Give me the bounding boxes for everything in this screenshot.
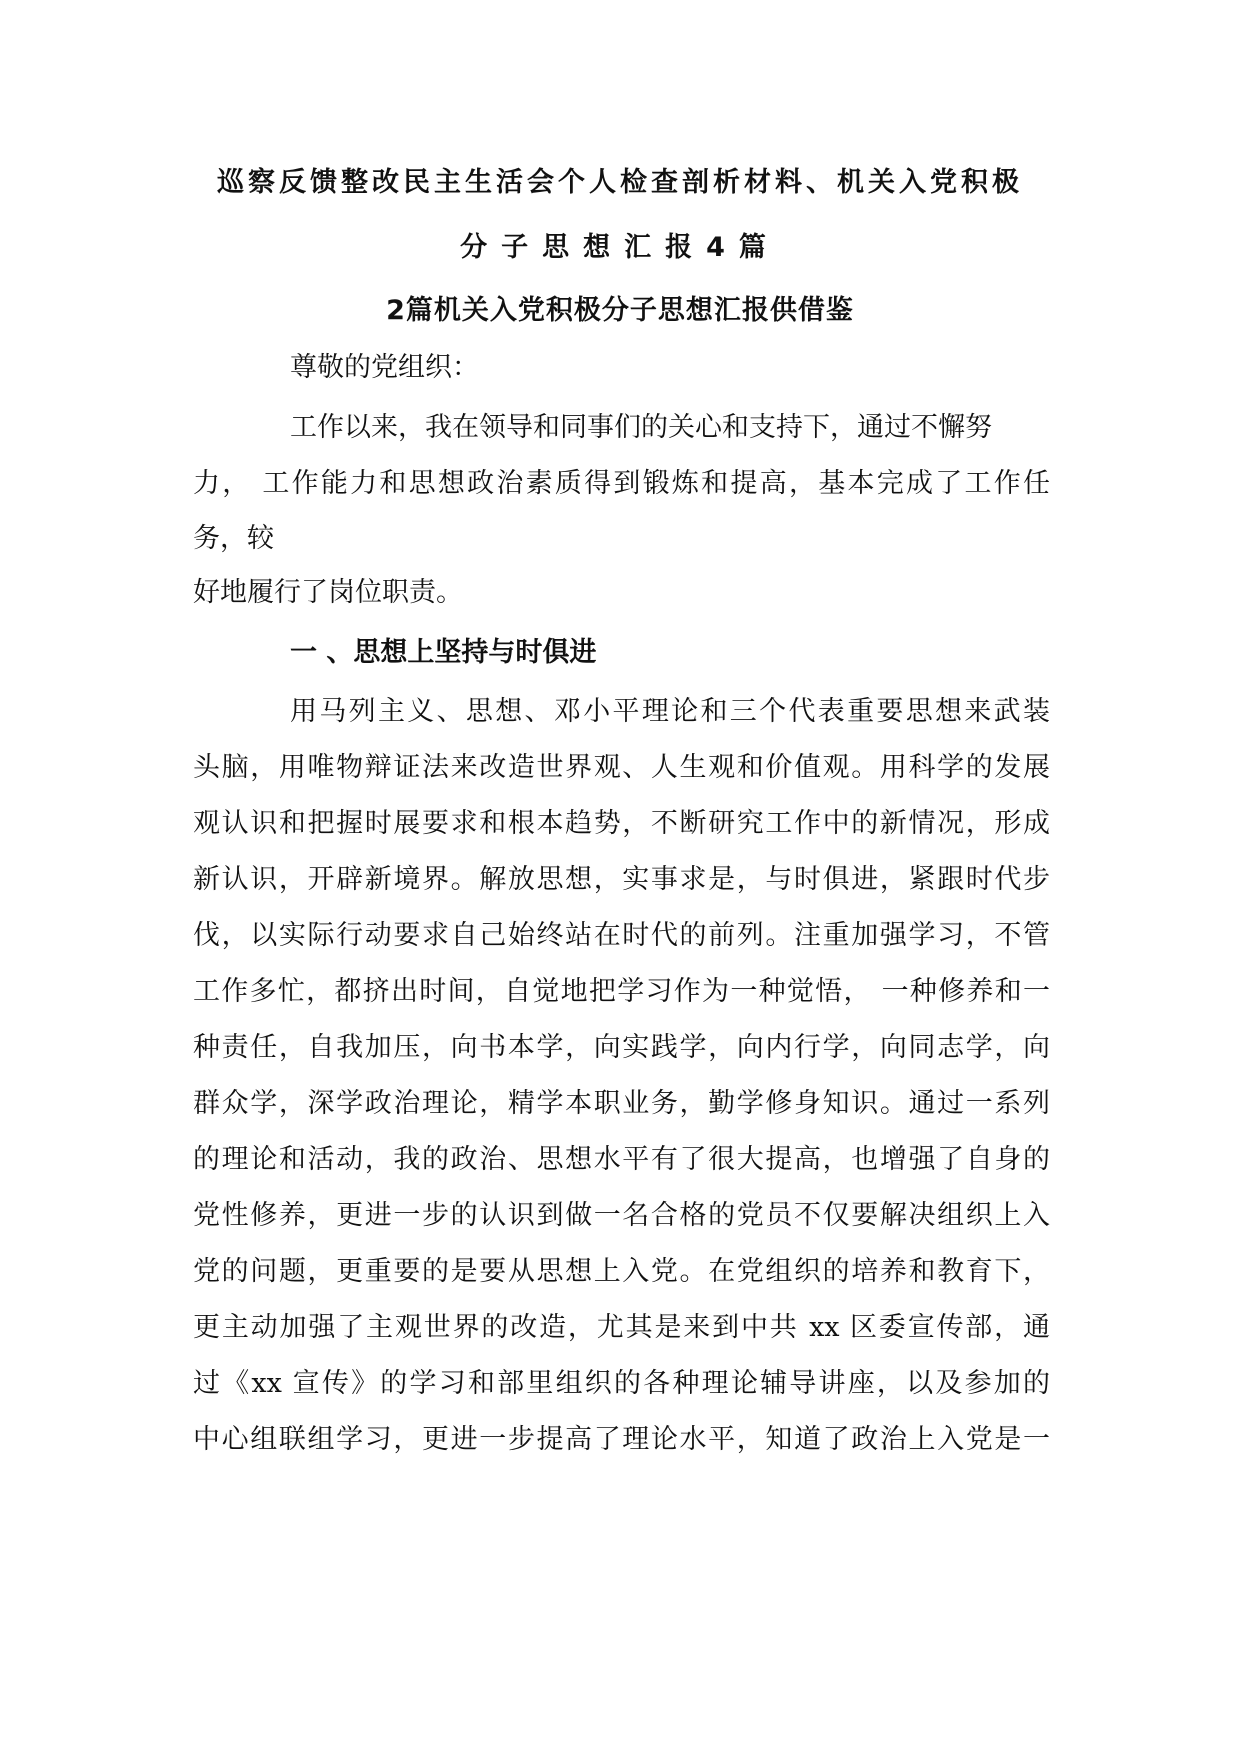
document-title-line-1: 巡察反馈整改民主生活会个人检查剖析材料、机关入党积极 — [217, 167, 1023, 198]
body-line: 党性修养，更进一步的认识到做一名合格的党员不仅要解决组织上入 — [193, 1200, 1050, 1231]
body-line: 群众学，深学政治理论，精学本职业务，勤学修身知识。通过一系列 — [193, 1088, 1050, 1119]
body-line: 工作多忙，都挤出时间，自觉地把学习作为一种觉悟， 一种修养和一 — [193, 976, 1050, 1007]
body-line: 观认识和把握时展要求和根本趋势，不断研究工作中的新情况，形成 — [193, 808, 1050, 839]
body-line: 的理论和活动，我的政治、思想水平有了很大提高，也增强了自身的 — [193, 1144, 1050, 1175]
section-heading: 一 、思想上坚持与时俱进 — [290, 637, 597, 668]
body-line: 党的问题，更重要的是要从思想上入党。在党组织的培养和教育下， — [193, 1256, 1050, 1287]
intro-line: 好地履行了岗位职责。 — [193, 577, 463, 608]
document-title-line-2: 分子思想汇报4篇 — [460, 232, 780, 263]
salutation: 尊敬的党组织： — [290, 352, 479, 383]
body-line: 种责任，自我加压，向书本学，向实践学，向内行学，向同志学，向 — [193, 1032, 1050, 1063]
document-subtitle: 2篇机关入党积极分子思想汇报供借鉴 — [386, 295, 854, 326]
body-line: 用马列主义、思想、邓小平理论和三个代表重要思想来武装 — [290, 696, 1050, 727]
body-line: 伐，以实际行动要求自己始终站在时代的前列。注重加强学习，不管 — [193, 920, 1050, 951]
body-line: 过《xx 宣传》的学习和部里组织的各种理论辅导讲座，以及参加的 — [193, 1368, 1050, 1399]
body-line: 新认识，开辟新境界。解放思想，实事求是，与时俱进，紧跟时代步 — [193, 864, 1050, 895]
intro-line: 力， 工作能力和思想政治素质得到锻炼和提高，基本完成了工作任 — [193, 468, 1050, 499]
body-line: 更主动加强了主观世界的改造，尤其是来到中共 xx 区委宣传部，通 — [193, 1312, 1050, 1343]
intro-line: 工作以来，我在领导和同事们的关心和支持下，通过不懈努 — [290, 412, 992, 443]
body-line: 头脑，用唯物辩证法来改造世界观、人生观和价值观。用科学的发展 — [193, 752, 1050, 783]
intro-line: 务，较 — [193, 523, 274, 554]
body-line: 中心组联组学习，更进一步提高了理论水平，知道了政治上入党是一 — [193, 1424, 1050, 1455]
